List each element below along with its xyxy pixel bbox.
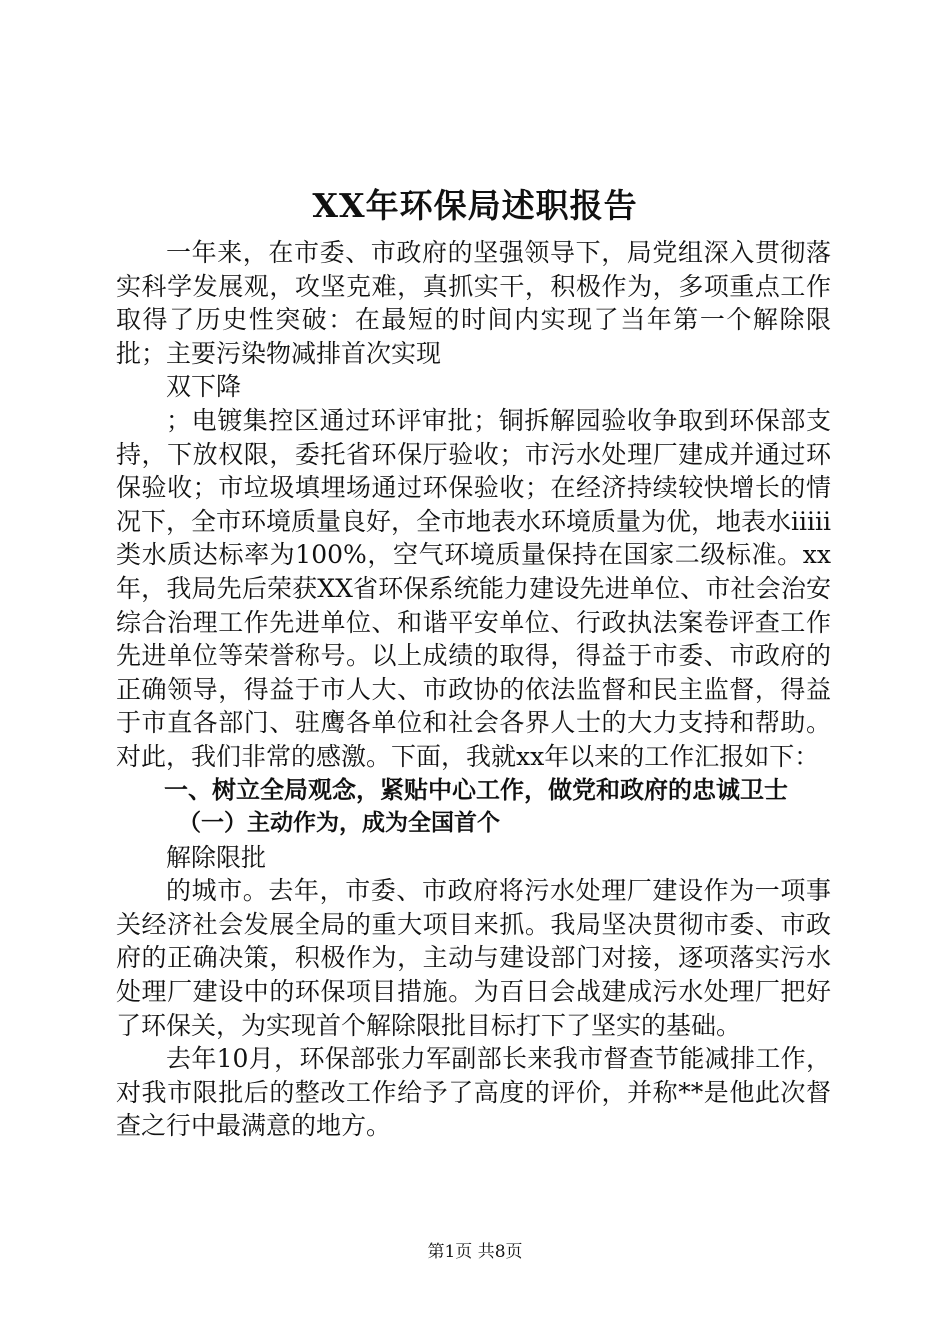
paragraph-sewage-plant: 的城市。去年，市委、市政府将污水处理厂建设作为一项事关经济社会发展全局的重大项目来抓。我局坚决贯彻市委、市政府的正确决策，积极作为，主动与建设部门对接，逐项落实污水处理厂建设中的环保项目措施。为百日会战建成污水处理厂把好了环保关，为实现首个解除限批目标打下了坚实的基础。	[116, 876, 831, 1040]
paragraph-inspection: 去年10月，环保部张力军副部长来我市督查节能减排工作，对我市限批后的整改工作给予了高度的评价，并称**是他此次督查之行中最满意的地方。	[116, 1044, 831, 1141]
subsection-heading-1: （一）主动作为，成为全国首个	[178, 810, 500, 837]
paragraph-lift-restriction: 解除限批	[166, 842, 267, 872]
section-heading-1: 一、树立全局观念，紧贴中心工作，做党和政府的忠诚卫士	[164, 775, 788, 804]
document-body	[116, 236, 831, 1143]
paragraph-achievements: ；电镀集控区通过环评审批；铜拆解园验收争取到环保部支持，下放权限，委托省环保厅验收；市污水处理厂建成并通过环保验收；市垃圾填埋场通过环保验收；在经济持续较快增长的情况下，全市环境质量良好，全市地表水环境质量为优，地表水iiiii类水质达标率为100%，空气环境质量保持在国家二级标准。xx年，我局先后荣获XX省环保系统能力建设先进单位、市社会治安综合治理工作先进单位、和谐平安单位、行政执法案卷评查工作先进单位等荣誉称号。以上成绩的取得，得益于市委、市政府的正确领导，得益于市人大、市政协的依法监督和民主监督，得益于市直各部门、驻鹰各单位和社会各界人士的大力支持和帮助。对此，我们非常的感激。下面，我就xx年以来的工作汇报如下：	[116, 405, 831, 771]
paragraph-intro: 一年来，在市委、市政府的坚强领导下，局党组深入贯彻落实科学发展观，攻坚克难，真抓实干，积极作为，多项重点工作取得了历史性突破：在最短的时间内实现了当年第一个解除限批；主要污染物减排首次实现	[116, 238, 831, 368]
page-number-footer: 第1页 共8页	[427, 1242, 523, 1262]
paragraph-double-decline: 双下降	[166, 372, 242, 402]
document-title: XX年环保局述职报告	[312, 186, 638, 225]
